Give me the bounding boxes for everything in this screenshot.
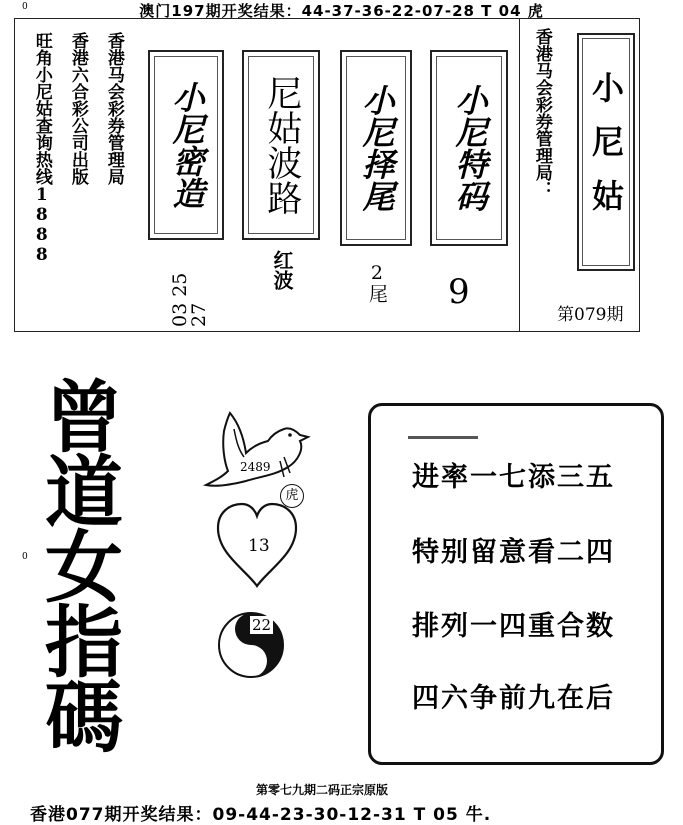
- column-title-tail: 小尼择尾: [357, 84, 396, 212]
- zodiac-tag: 虎: [280, 484, 304, 508]
- verse-line-4: 四六争前九在后: [412, 683, 615, 714]
- hongkong-draw-result: 香港077期开奖结果：09-44-23-30-12-31 T 05 牛.: [30, 805, 492, 825]
- answer-secret: 03 25 27: [169, 272, 210, 327]
- authority-text: 香港马会彩券管理局: [103, 32, 124, 185]
- verse-line-3: 排列一四重合数: [412, 611, 615, 642]
- side-title-frame: [577, 33, 635, 271]
- macau-draw-result: 澳门197期开奖结果：44-37-36-22-07-28 T 04 虎: [139, 2, 544, 20]
- column-title-wave: 尼姑波路: [261, 75, 302, 215]
- verse-box-mark: [408, 436, 478, 442]
- column-frame-wave: [242, 50, 320, 240]
- side-authority-text: 香港马会彩券管理局：: [531, 28, 552, 198]
- issue-number: 第079期: [557, 305, 624, 325]
- column-frame-tail: [340, 50, 412, 246]
- dove-number: 2489: [240, 460, 271, 474]
- column-title-special: 小尼特码: [450, 84, 489, 212]
- column-title-secret: 小尼密造: [167, 81, 206, 209]
- answer-tail: 2尾: [365, 262, 388, 303]
- heart-number: 13: [248, 536, 270, 556]
- column-frame-special: [430, 50, 508, 246]
- verse-line-1: 进率一七添三五: [412, 462, 615, 493]
- corner-mark-middle: 0: [22, 552, 28, 562]
- footer-caption: 第零七九期二码正宗原版: [256, 783, 389, 797]
- main-title: 曾道女指碼: [32, 376, 122, 751]
- verse-line-2: 特别留意看二四: [412, 537, 615, 568]
- column-frame-secret: [148, 50, 224, 240]
- answer-special: 9: [448, 272, 470, 312]
- side-title: 小尼姑: [587, 71, 625, 233]
- publisher-text: 香港六合彩公司出版: [67, 32, 88, 185]
- yinyang-number: 22: [252, 616, 272, 634]
- corner-mark-top: 0: [22, 2, 28, 12]
- hotline-text: 旺角小尼姑查询热线1888: [31, 32, 52, 265]
- answer-wave: 红波: [270, 250, 294, 290]
